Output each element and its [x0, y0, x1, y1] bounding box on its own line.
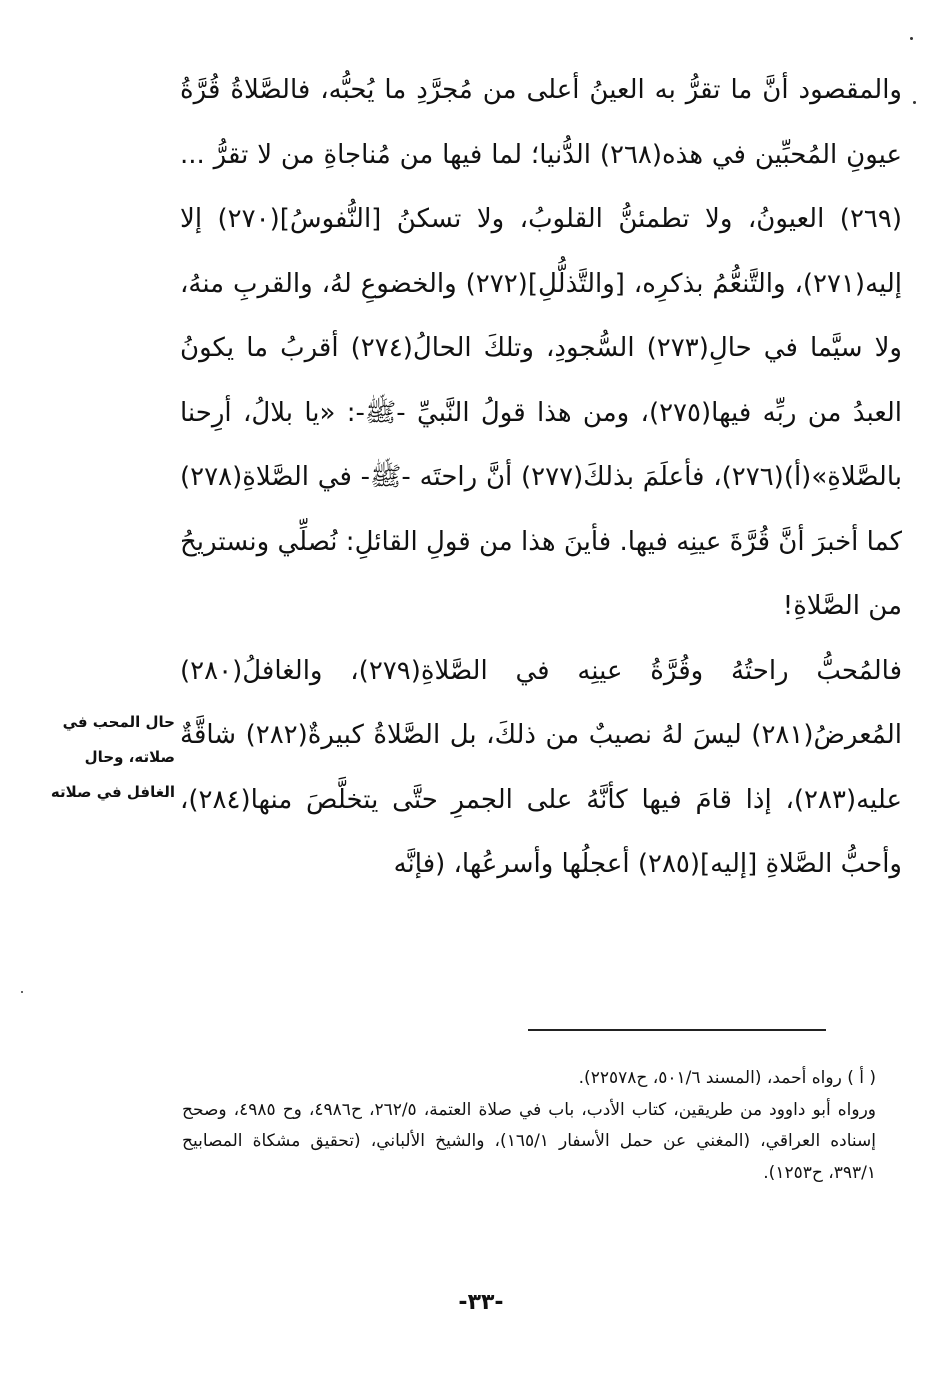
main-paragraph: والمقصود أنَّ ما تقرُّ به العينُ أعلى من مُجرَّدِ ما يُحبُّه، فالصَّلاةُ قُرَّةُ عيونِ المُحبِّين في هذه(٢٦٨) الدُّنيا؛ لما فيها من مُناجاةِ من لا تقرُّ ...(٢٦٩) العيونُ، ولا تطمئنُّ القلوبُ، ولا تسكنُ [النُّفوسُ](٢٧٠) إلا إليه(٢٧١)، والتَّنعُّمُ بذكرِه، [والتَّذلُّلِ](٢٧٢) والخضوعِ لهُ، والقربِ منهُ، ولا سيَّما في حالِ(٢٧٣) السُّجودِ، وتلكَ الحالُ(٢٧٤) أقربُ ما يكونُ العبدُ من ربِّه فيها(٢٧٥)، ومن هذا قولُ النَّبيِّ -ﷺ-: «يا بلالُ، أرِحنا بالصَّلاةِ»(أ)(٢٧٦)، فأعلَمَ بذلكَ(٢٧٧) أنَّ راحتَه -ﷺ- في الصَّلاةِ(٢٧٨) كما أخبرَ أنَّ قُرَّةَ عينِه فيها. فأينَ هذا من قولِ القائلِ: نُصلِّي ونستريحُ من الصَّلاةِ! [180, 75, 903, 621]
footnote-line: ورواه أبو داوود من طريقين، كتاب الأدب، باب في صلاة العتمة، ٢٦٢/٥، ح٤٩٨٦، وح ٤٩٨٥، وصحح إسناده العراقي، (المغني عن حمل الأسفار ١٦٥/١)، والشيخ الألباني، (تحقيق مشكاة المصابيح ٣٩٣/١، ح١٢٥٣). [182, 1099, 876, 1183]
scan-speck [913, 101, 916, 104]
main-text [180, 58, 902, 897]
footnote-line: ( أ ) رواه أحمد، (المسند ٥٠١/٦، ح٢٢٥٧٨). [578, 1068, 876, 1088]
scan-speck [21, 991, 23, 993]
footnote-separator [528, 1029, 826, 1031]
page-number: -٣٣- [458, 1290, 504, 1315]
footnotes [182, 1063, 876, 1189]
margin-heading-line: الغافل في صلاته [50, 783, 175, 801]
scan-speck [910, 37, 913, 40]
margin-heading-line: صلاته، وحال [84, 748, 175, 766]
main-paragraph: فالمُحبُّ راحتُهُ وقُرَّةُ عينِه في الصَّلاةِ(٢٧٩)، والغافلُ(٢٨٠) المُعرضُ(٢٨١) ليسَ لهُ نصيبٌ من ذلكَ، بل الصَّلاةُ كبيرةٌ(٢٨٢) شاقَّةٌ عليه(٢٨٣)، إذا قامَ فيها كأنَّهُ على الجمرِ حتَّى يتخلَّصَ منها(٢٨٤)، وأحبُّ الصَّلاةِ [إليه](٢٨٥) أعجلُها وأسرعُها، (فإنَّه [180, 655, 903, 879]
margin-heading-line: حال المحب في [62, 713, 175, 731]
margin-heading [20, 705, 175, 810]
